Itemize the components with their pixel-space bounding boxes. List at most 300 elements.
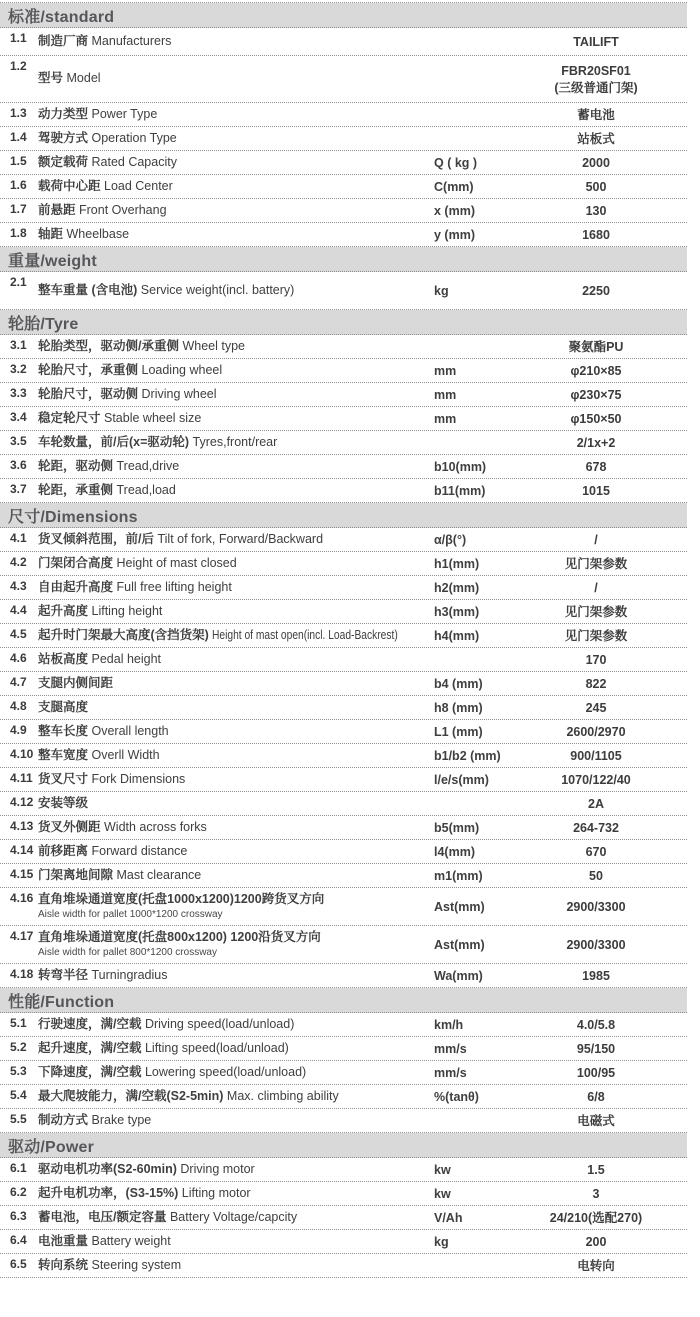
spec-row-6.1 [0,1158,687,1182]
row-description [38,968,434,984]
row-description [38,203,434,219]
section-header-tyre [0,310,687,335]
row-description [38,652,434,668]
description-en: Height of mast closed [116,555,237,570]
row-number: 1.2 [10,59,27,73]
row-number: 3.5 [10,434,27,448]
row-value [505,698,687,717]
row-value [505,1256,687,1275]
row-description [38,155,434,171]
row-value [505,554,687,573]
description-cn: 支腿高度 [38,699,89,714]
description-en: Lowering speed(load/unload) [144,1064,307,1079]
spec-row-4.3 [0,576,687,600]
spec-row-6.4 [0,1230,687,1254]
row-unit: b11(mm) [434,483,486,498]
description-en: Loading wheel [141,362,223,377]
row-description [38,580,434,596]
row-description [38,724,434,740]
row-number: 1.3 [10,106,27,120]
row-value-line: 1680 [582,228,610,243]
row-number: 4.15 [10,867,34,881]
row-unit: Ast(mm) [434,937,485,952]
row-description [38,1258,434,1274]
description-cn: 最大爬坡能力，满/空载(S2-5min) [38,1088,224,1103]
row-description [38,868,434,884]
row-unit: h3(mm) [434,604,480,619]
row-value-line: φ150×50 [570,412,622,427]
row-description [38,820,434,836]
row-unit: h1(mm) [434,556,480,571]
row-description [38,1089,434,1105]
spec-row-1.3 [0,103,687,127]
row-value [505,626,687,645]
description-en: Overll Width [91,747,160,762]
spec-row-4.13 [0,816,687,840]
row-number: 4.9 [10,723,27,737]
description-cn: 前悬距 [38,202,76,217]
row-value [505,177,687,196]
row-unit: mm [434,387,457,402]
section-title: 驱动/Power [8,1138,95,1156]
row-description [38,1113,434,1129]
spec-row-4.9 [0,720,687,744]
row-value [505,1160,687,1179]
row-value-line: 聚氨酯PU [568,340,624,355]
description-cn: 货叉尺寸 [38,771,89,786]
description-cn: 起升高度 [38,603,89,618]
description-en: Fork Dimensions [91,771,186,786]
section-title: 尺寸/Dimensions [8,508,138,526]
description-en: Height of mast open(incl. Load-Backrest) [212,627,399,642]
row-number: 4.14 [10,843,34,857]
row-number: 4.7 [10,675,27,689]
row-number: 4.8 [10,699,27,713]
row-value-line: φ230×75 [570,388,622,403]
row-description [38,339,434,355]
row-value [505,361,687,380]
spec-row-3.4 [0,407,687,431]
row-description [38,283,434,299]
spec-row-5.2 [0,1037,687,1061]
row-value [505,129,687,148]
row-description [38,387,434,403]
row-value [505,530,687,549]
description-en: Driving wheel [141,386,217,401]
row-description [38,748,434,764]
row-number: 6.4 [10,1233,27,1247]
description-en: Pedal height [91,651,162,666]
description-en: Width across forks [104,819,207,834]
row-value [505,722,687,741]
row-value-line: 1985 [582,969,610,984]
description-cn: 整车长度 [38,723,89,738]
row-value-line: / [594,533,598,548]
row-value-line: / [594,581,598,596]
row-number: 6.2 [10,1185,27,1199]
section-title: 标准/standard [8,8,115,26]
row-value [505,457,687,476]
row-unit: l4(mm) [434,844,475,859]
row-value [505,337,687,356]
row-unit: l/e/s(mm) [434,772,489,787]
row-description [38,844,434,860]
description-cn: 下降速度，满/空载 [38,1064,142,1079]
spec-row-1.5 [0,151,687,175]
row-value [505,481,687,500]
row-description [38,676,434,692]
row-unit: α/β(°) [434,532,467,547]
description-en: Load Center [104,178,173,193]
description-cn: 轮胎类型，驱动侧/承重侧 [38,338,179,353]
description-en: Wheel type [182,338,245,353]
description-en: Driving motor [180,1161,255,1176]
description-cn: 整车宽度 [38,747,89,762]
spec-row-5.1 [0,1013,687,1037]
row-value [505,1184,687,1203]
row-number: 5.3 [10,1064,27,1078]
row-value-line: 6/8 [587,1090,605,1105]
row-number: 4.10 [10,747,34,761]
row-description [38,772,434,788]
row-number: 5.5 [10,1112,27,1126]
description-cn: 站板高度 [38,651,89,666]
spec-row-4.6 [0,648,687,672]
row-value-line: 900/1105 [570,749,622,764]
description-en: Brake type [91,1112,152,1127]
description-en: Rated Capacity [91,154,177,169]
spec-row-3.1 [0,335,687,359]
section-header-dimensions [0,503,687,528]
description-en: Manufacturers [91,33,172,48]
row-unit: x (mm) [434,203,475,218]
row-value [505,842,687,861]
description-en: Overall length [91,723,169,738]
spec-row-4.7 [0,672,687,696]
row-description [38,107,434,123]
section-header-function [0,988,687,1013]
row-value [505,1015,687,1034]
row-description [38,1041,434,1057]
row-value [505,1087,687,1106]
description-cn: 行驶速度，满/空载 [38,1016,142,1031]
row-number: 2.1 [10,275,27,289]
row-unit: kg [434,1234,449,1249]
row-value [505,966,687,985]
description-cn: 直角堆垛通道宽度(托盘1000x1200)1200跨货叉方向 [38,892,325,907]
description-en: Model [66,71,101,86]
row-description [38,179,434,195]
description-en: Driving speed(load/unload) [144,1016,295,1031]
spec-row-4.16 [0,888,687,926]
row-description [38,411,434,427]
row-value [505,935,687,954]
row-unit: mm [434,363,457,378]
row-unit: L1 (mm) [434,724,483,739]
row-value-line: 3 [592,1187,600,1202]
row-description [38,227,434,243]
row-value [505,201,687,220]
description-cn: 驾驶方式 [38,130,89,145]
description-cn: 型号 [38,71,64,86]
description-cn: 起升速度，满/空载 [38,1040,142,1055]
row-number: 3.1 [10,338,27,352]
row-unit: kw [434,1162,451,1177]
description-en: Tread,load [116,482,176,497]
row-value [505,674,687,693]
description-en: Lifting height [91,603,163,618]
description-en: Stable wheel size [104,410,202,425]
row-description [38,1065,434,1081]
row-value [505,897,687,916]
description-en: Front Overhang [79,202,167,217]
row-unit: %(tanθ) [434,1089,479,1104]
description-en: Tread,drive [116,458,180,473]
section-title: 轮胎/Tyre [8,315,79,333]
description-en: Tyres,front/rear [192,434,278,449]
description-en: Lifting motor [181,1185,251,1200]
description-cn: 门架闭合高度 [38,555,114,570]
row-value-line: 2000 [582,156,610,171]
row-number: 1.1 [10,31,27,45]
row-value-line: 1070/122/40 [561,773,631,788]
description-en: Wheelbase [66,226,130,241]
description-cn: 转弯半径 [38,967,89,982]
row-number: 1.4 [10,130,27,144]
row-number: 5.2 [10,1040,27,1054]
row-value-line: 1015 [582,484,610,499]
description-en: Battery weight [91,1233,171,1248]
description-cn: 制动方式 [38,1112,89,1127]
row-value [505,578,687,597]
row-number: 3.4 [10,410,27,424]
description-cn: 安装等级 [38,795,89,810]
section-header-weight [0,247,687,272]
row-value-line: 170 [585,653,607,668]
row-value-line: 2900/3300 [566,938,626,953]
spec-row-1.6 [0,175,687,199]
row-description [38,1186,434,1202]
row-number: 4.3 [10,579,27,593]
row-value-line: 1.5 [587,1163,605,1178]
description-cn: 起升时门架最大高度(含挡货架) [38,627,209,642]
spec-row-4.10 [0,744,687,768]
description-cn: 车轮数量，前/后(x=驱动轮) [38,434,190,449]
row-unit: h2(mm) [434,580,480,595]
row-description [38,1210,434,1226]
row-description [38,363,434,379]
row-value [505,866,687,885]
row-value [505,1208,687,1227]
row-unit: Wa(mm) [434,968,483,983]
section-header-power [0,1133,687,1158]
row-value [505,105,687,124]
row-value-line: 2250 [582,284,610,299]
description-en: Power Type [91,106,158,121]
row-number: 3.3 [10,386,27,400]
row-unit: kg [434,283,449,298]
row-value [505,153,687,172]
row-value-line: 264-732 [573,821,619,836]
row-value-line: 100/95 [576,1066,616,1081]
spec-row-5.3 [0,1061,687,1085]
description-en: Max. climbing ability [226,1088,339,1103]
row-value-line: 电磁式 [577,1114,615,1129]
row-unit: C(mm) [434,179,474,194]
row-value-line: 见门架参数 [564,557,628,572]
description-cn: 稳定轮尺寸 [38,410,101,425]
description-cn: 蓄电池，电压/额定容量 [38,1209,167,1224]
row-unit: km/h [434,1017,464,1032]
row-unit: Ast(mm) [434,899,485,914]
description-subtext: Aisle width for pallet 800*1200 crossway [38,946,217,958]
row-description [38,34,434,50]
row-unit: b4 (mm) [434,676,483,691]
row-number: 1.7 [10,202,27,216]
row-value-line: 500 [585,180,607,195]
description-en: Battery Voltage/capcity [169,1209,298,1224]
row-number: 4.5 [10,627,27,641]
spec-row-6.3 [0,1206,687,1230]
spec-table [0,2,687,1278]
description-cn: 轮距，承重侧 [38,482,114,497]
row-value-line: 200 [585,1235,607,1250]
spec-row-3.7 [0,479,687,503]
spec-row-4.11 [0,768,687,792]
row-value-line2: (三级普通门架) [554,81,638,95]
spec-row-4.1 [0,528,687,552]
description-cn: 额定载荷 [38,154,89,169]
spec-row-3.6 [0,455,687,479]
row-description [38,71,434,87]
row-unit: mm/s [434,1065,467,1080]
spec-row-4.15 [0,864,687,888]
row-number: 6.3 [10,1209,27,1223]
row-unit: b5(mm) [434,820,480,835]
description-en: Lifting speed(load/unload) [144,1040,289,1055]
row-number: 4.4 [10,603,27,617]
row-number: 1.6 [10,178,27,192]
row-number: 4.2 [10,555,27,569]
row-value-line: FBR20SF01 [561,64,631,79]
description-en: Forward distance [91,843,188,858]
row-value-line: 822 [585,677,607,692]
row-value [505,794,687,813]
section-title: 重量/weight [8,252,97,270]
row-value-line: 蓄电池 [577,108,615,123]
row-value [505,225,687,244]
row-value [505,602,687,621]
spec-row-6.5 [0,1254,687,1278]
description-cn: 支腿内侧间距 [38,675,114,690]
row-number: 3.6 [10,458,27,472]
row-description [38,459,434,475]
description-cn: 整车重量 (含电池) [38,282,138,297]
row-unit: h4(mm) [434,628,480,643]
spec-row-6.2 [0,1182,687,1206]
row-value-line: 670 [585,845,607,860]
row-value-line: φ210×85 [570,364,622,379]
description-en: Mast clearance [116,867,202,882]
row-value [505,281,687,300]
row-unit: m1(mm) [434,868,483,883]
row-unit: kw [434,1186,451,1201]
row-description [38,892,434,921]
row-unit: mm [434,411,457,426]
row-description [38,930,434,959]
row-number: 6.1 [10,1161,27,1175]
description-cn: 制造厂商 [38,33,89,48]
row-number: 5.1 [10,1016,27,1030]
row-value-line: TAILIFT [573,35,619,50]
row-value-line: 130 [585,204,607,219]
description-en: Steering system [91,1257,182,1272]
row-value [505,1063,687,1082]
section-title: 性能/Function [8,993,115,1011]
row-number: 4.18 [10,967,34,981]
row-number: 4.17 [10,929,34,943]
spec-row-1.4 [0,127,687,151]
spec-row-4.12 [0,792,687,816]
row-number: 4.11 [10,771,33,785]
description-cn: 动力类型 [38,106,89,121]
spec-row-1.8 [0,223,687,247]
row-value [505,650,687,669]
row-number: 4.1 [10,531,27,545]
row-number: 4.6 [10,651,27,665]
description-cn: 货叉倾斜范围，前/后 [38,531,154,546]
row-value [505,409,687,428]
spec-row-3.2 [0,359,687,383]
spec-row-5.5 [0,1109,687,1133]
row-number: 4.13 [10,819,34,833]
row-value-line: 电转向 [577,1259,615,1274]
row-value [505,433,687,452]
spec-row-4.4 [0,600,687,624]
spec-row-4.14 [0,840,687,864]
row-value-line: 见门架参数 [564,629,628,644]
spec-row-4.2 [0,552,687,576]
spec-row-4.17 [0,926,687,964]
row-description [38,628,434,644]
row-description [38,604,434,620]
row-value-line: 见门架参数 [564,605,628,620]
row-value-line: 2/1x+2 [576,436,616,451]
row-description [38,131,434,147]
row-number: 1.8 [10,226,27,240]
row-value-line: 2600/2970 [566,725,626,740]
description-cn: 货叉外侧距 [38,819,101,834]
spec-row-5.4 [0,1085,687,1109]
row-description [38,1162,434,1178]
description-cn: 起升电机功率，(S3-15%) [38,1185,179,1200]
row-description [38,532,434,548]
row-description [38,1234,434,1250]
spec-row-1.2 [0,56,687,103]
description-cn: 驱动电机功率(S2-60min) [38,1161,177,1176]
row-value-line: 4.0/5.8 [576,1018,616,1033]
spec-row-4.18 [0,964,687,988]
row-number: 1.5 [10,154,27,168]
description-en: Tilt of fork, Forward/Backward [157,531,324,546]
row-value [505,1111,687,1130]
row-value-line: 95/150 [576,1042,616,1057]
spec-row-3.5 [0,431,687,455]
row-value-line: 站板式 [577,132,615,147]
row-unit: mm/s [434,1041,467,1056]
description-cn: 前移距离 [38,843,89,858]
row-value [505,61,687,97]
